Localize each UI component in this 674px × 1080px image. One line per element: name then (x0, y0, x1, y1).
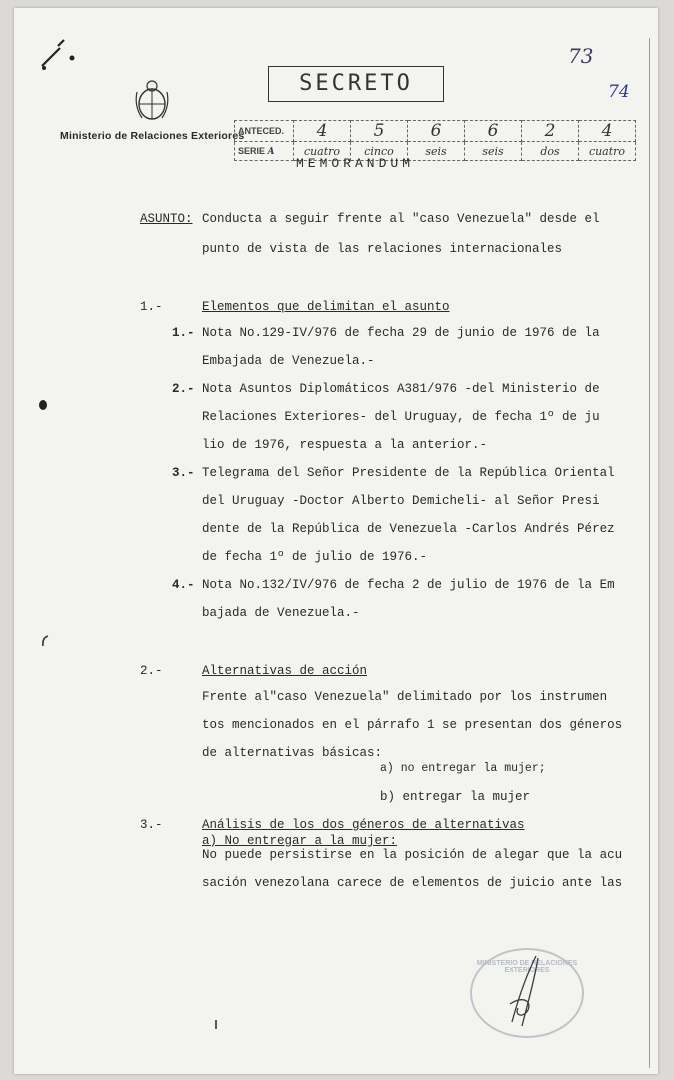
item-line: Embajada de Venezuela.- (202, 354, 375, 368)
ink-mark (212, 1018, 220, 1032)
section-line: No puede persistirse en la posición de alegar que la acu (202, 848, 623, 862)
item-line: Telegrama del Señor Presidente de la República Oriental (202, 466, 615, 480)
item-line: dente de la República de Venezuela -Carlos Andrés Pérez (202, 522, 615, 536)
stamp-word: dos (522, 142, 579, 161)
section-title: Alternativas de acción (202, 664, 368, 678)
item-line: Nota Asuntos Diplomáticos A381/976 -del Ministerio de (202, 382, 600, 396)
seal-stamp-text: MINISTERIO DE RELACIONES EXTERIORES (476, 960, 578, 974)
section-number: 2.- (140, 664, 163, 678)
section-number: 3.- (140, 818, 163, 832)
item-line: Nota No.129-IV/976 de fecha 29 de junio de 1976 de la (202, 326, 600, 340)
item-number: 4.- (172, 578, 195, 592)
item-line: Relaciones Exteriores- del Uruguay, de fecha 1º de ju (202, 410, 600, 424)
stamp-word: seis (465, 142, 522, 161)
asunto-line-1: Conducta a seguir frente al "caso Venezuela" desde el (202, 212, 600, 226)
stamp-word: cuatro (294, 142, 351, 161)
handwritten-reference: 74 (608, 82, 630, 102)
stamp-word: cuatro (579, 142, 636, 161)
stamp-label-serie (235, 142, 294, 161)
document-type: MEMORANDUM (296, 156, 415, 171)
stamp-digit: 4 (294, 121, 351, 142)
item-number: 1.- (172, 326, 195, 340)
stamp-label-anteced: ANTECED. (235, 121, 294, 142)
asunto-line-2: punto de vista de las relaciones internacionales (202, 242, 563, 256)
stamp-word: seis (408, 142, 465, 161)
item-line: del Uruguay -Doctor Alberto Demicheli- al Señor Presi (202, 494, 600, 508)
ink-scribble (28, 36, 108, 86)
asunto-label-text: ASUNTO: (140, 212, 193, 226)
asunto-label (140, 212, 193, 226)
document-page (14, 8, 658, 1074)
stamp-digit: 4 (579, 121, 636, 142)
ink-blot (39, 400, 47, 410)
section-title: Elementos que delimitan el asunto (202, 300, 450, 314)
handwritten-page-number: 73 (568, 44, 594, 68)
page-edge (649, 38, 650, 1068)
classification-stamp: SECRETO (268, 66, 444, 102)
stamp-digit: 2 (522, 121, 579, 142)
signature (498, 952, 558, 1032)
item-number: 3.- (172, 466, 195, 480)
section-line: de alternativas básicas: (202, 746, 383, 760)
item-line: lio de 1976, respuesta a la anterior.- (202, 438, 488, 452)
item-line: de fecha 1º de julio de 1976.- (202, 550, 428, 564)
coat-of-arms-icon (132, 78, 172, 124)
section-line: Frente al"caso Venezuela" delimitado por los instrumen (202, 690, 608, 704)
section-title: Análisis de los dos géneros de alternativas (202, 818, 525, 832)
ink-mark (38, 632, 52, 652)
option-line: b) entregar la mujer (380, 790, 531, 804)
subsection-title: a) No entregar a la mujer: (202, 834, 398, 848)
section-line: tos mencionados en el párrafo 1 se presentan dos géneros (202, 718, 623, 732)
item-number: 2.- (172, 382, 195, 396)
ministry-name: Ministerio de Relaciones Exteriores (60, 130, 245, 142)
stamp-serie-letter: A (267, 146, 275, 157)
item-line: bajada de Venezuela.- (202, 606, 360, 620)
section-number: 1.- (140, 300, 163, 314)
archive-stamp (234, 120, 636, 161)
stamp-digit: 5 (351, 121, 408, 142)
option-line: a) no entregar la mujer; (380, 762, 546, 775)
item-line: Nota No.132/IV/976 de fecha 2 de julio de 1976 de la Em (202, 578, 615, 592)
stamp-word: cinco (351, 142, 408, 161)
stamp-digit: 6 (465, 121, 522, 142)
section-line: sación venezolana carece de elementos de juicio ante las (202, 876, 623, 890)
stamp-serie-text: SERIE (238, 145, 266, 156)
stamp-digit: 6 (408, 121, 465, 142)
